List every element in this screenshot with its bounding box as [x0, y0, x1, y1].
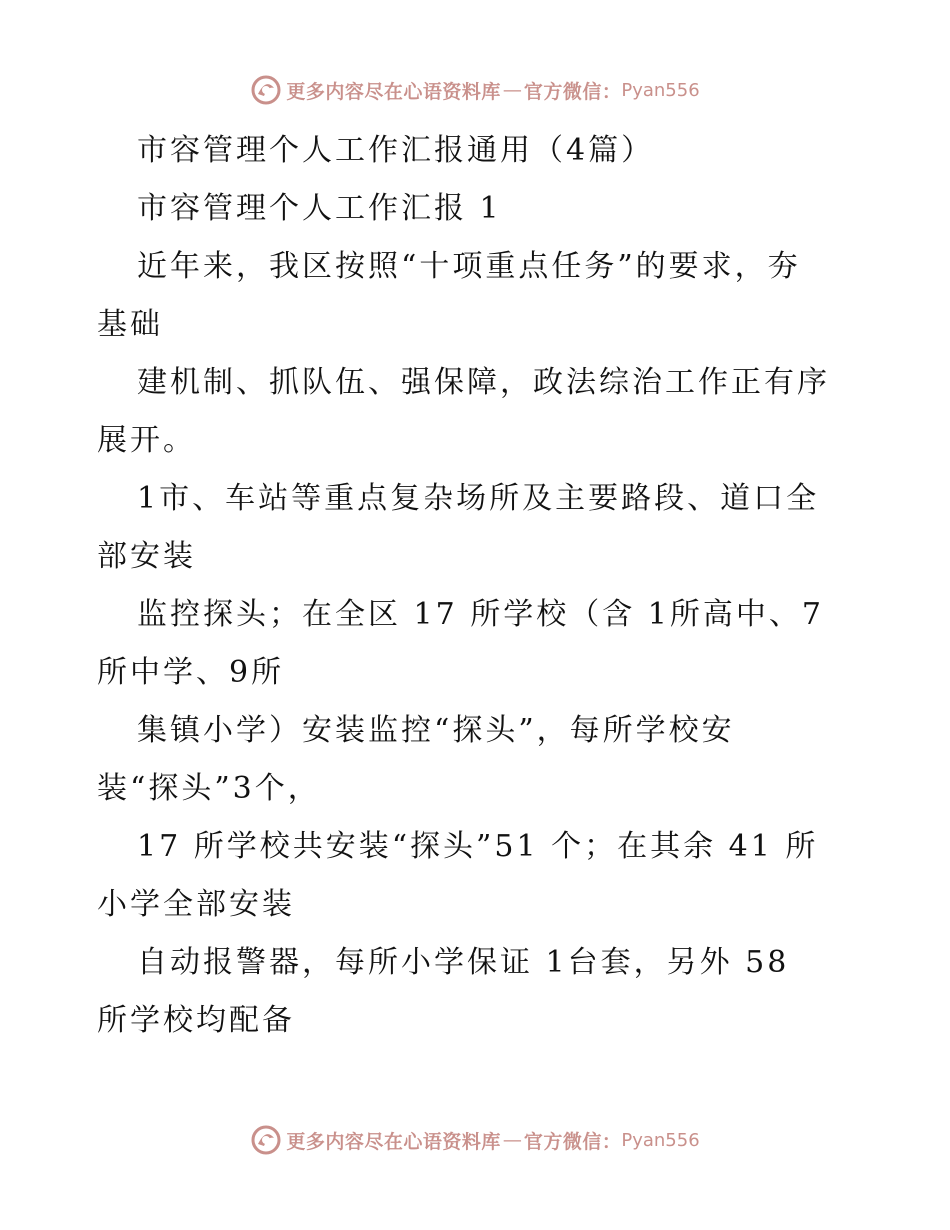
document-line: 部安装	[97, 539, 196, 574]
document-line: 装“探头”3个，	[97, 771, 321, 806]
document-line: 近年来，我区按照“十项重点任务”的要求，夯	[137, 249, 801, 284]
swirl-logo-icon	[250, 1124, 282, 1156]
document-line: 所中学、9所	[97, 655, 285, 690]
footer-banner	[0, 1120, 950, 1160]
document-body	[97, 122, 877, 1050]
swirl-logo-icon	[250, 74, 282, 106]
footer-brand-text: 更多内容尽在心语资料库	[286, 1130, 501, 1153]
header-separator: —	[502, 79, 522, 101]
document-line: 建机制、抓队伍、强保障，政法综治工作正有序	[137, 365, 830, 400]
document-line: 集镇小学）安装监控“探头”，每所学校安	[137, 713, 735, 748]
header-wechat-label: 官方微信：	[523, 80, 622, 103]
document-line: 自动报警器，每所小学保证 1台套，另外 58	[137, 945, 790, 980]
document-line: 市容管理个人工作汇报 1	[137, 191, 502, 226]
document-line: 17 所学校共安装“探头”51 个；在其余 41 所	[137, 829, 819, 864]
document-line: 所学校均配备	[97, 1003, 295, 1038]
document-line: 基础	[97, 307, 163, 342]
document-line: 监控探头；在全区 17 所学校（含 1所高中、7	[137, 597, 824, 632]
footer-wechat-label: 官方微信：	[523, 1130, 622, 1153]
document-line: 小学全部安装	[97, 887, 295, 922]
header-brand-text: 更多内容尽在心语资料库	[286, 80, 501, 103]
footer-wechat-id: Pyan556	[621, 1129, 700, 1151]
document-line: 1市、车站等重点复杂场所及主要路段、道口全	[137, 481, 820, 516]
document-line: 市容管理个人工作汇报通用（4篇）	[137, 133, 655, 168]
document-line: 展开。	[97, 423, 196, 458]
footer-separator: —	[502, 1129, 522, 1151]
header-banner	[0, 70, 950, 110]
header-wechat-id: Pyan556	[621, 79, 700, 101]
